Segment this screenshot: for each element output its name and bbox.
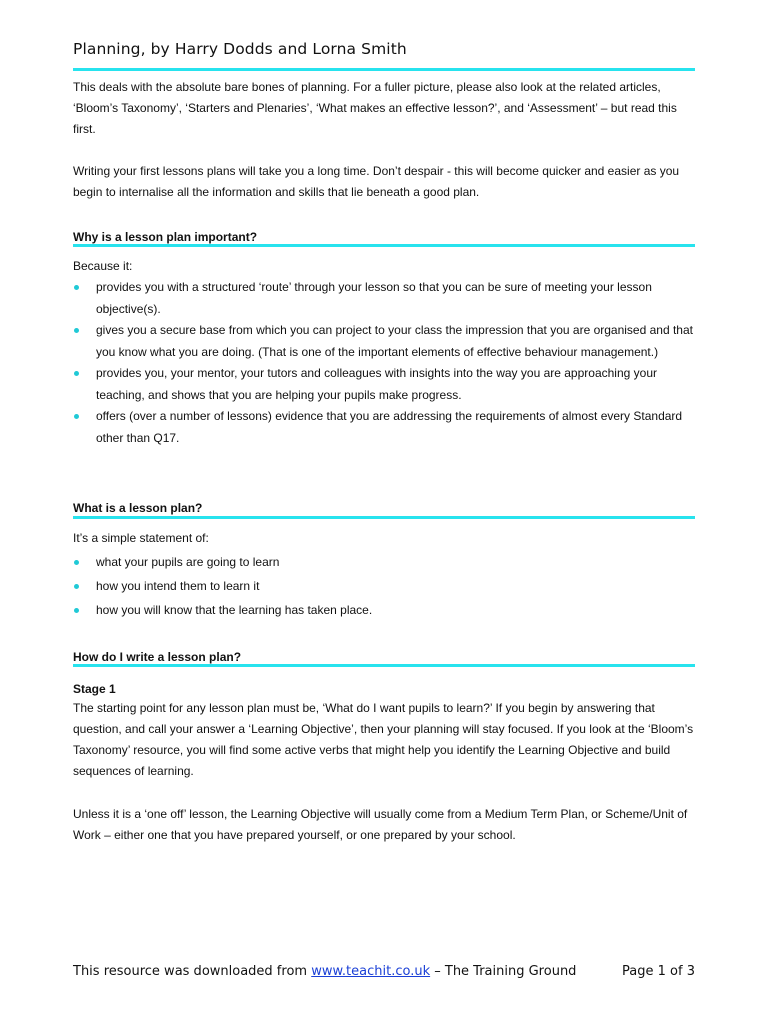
page-number: Page 1 of 3 <box>622 964 695 979</box>
bullet-icon <box>74 608 79 613</box>
section-heading-what: What is a lesson plan? <box>73 501 203 515</box>
bullet-icon <box>74 560 79 565</box>
intro-paragraph-1: This deals with the absolute bare bones of planning. For a fuller picture, please also look at the related articles, ‘Bloom’s Taxonomy’, ‘Starters and Plenaries’, ‘What makes an effective lesson?’, and ‘Assessment’ – but read this first. <box>73 80 677 136</box>
section-rule-what <box>73 516 695 519</box>
bullet-icon <box>74 414 79 419</box>
section-heading-why: Why is a lesson plan important? <box>73 230 258 244</box>
list-item <box>73 320 695 363</box>
list-item-text: offers (over a number of lessons) evidence that you are addressing the requirements of almost every Standard other than Q17. <box>96 409 683 445</box>
list-item <box>73 574 695 598</box>
title-rule <box>73 68 695 71</box>
stage-paragraph-1: The starting point for any lesson plan must be, ‘What do I want pupils to learn?’ If you begin by answering that question, and call your answer a ‘Learning Objective’, then your planning will stay focused. If you look at the ‘Bloom’s Taxonomy’ resource, you will find some active verbs that might help you identify the Learning Objective and build sequences of learning. <box>73 701 694 778</box>
page-title: Planning, by Harry Dodds and Lorna Smith <box>73 40 407 58</box>
stage-label: Stage 1 <box>73 682 116 696</box>
bullet-icon <box>74 328 79 333</box>
section-heading-how: How do I write a lesson plan? <box>73 650 242 664</box>
bullet-icon <box>74 371 79 376</box>
section-lead-what: It’s a simple statement of: <box>73 531 209 545</box>
list-item <box>73 598 695 622</box>
section-rule-why <box>73 244 695 247</box>
bullet-list-what <box>73 550 695 622</box>
list-item-text: provides you, your mentor, your tutors and colleagues with insights into the way you are approaching your teaching, and shows that you are helping your pupils make progress. <box>96 366 657 402</box>
list-item <box>73 550 695 574</box>
page-footer <box>73 964 695 979</box>
list-item-text: provides you with a structured ‘route’ through your lesson so that you can be sure of meeting your lesson objective(s). <box>96 280 652 316</box>
bullet-icon <box>74 584 79 589</box>
list-item <box>73 406 695 449</box>
bullet-list-why <box>73 277 695 449</box>
list-item <box>73 277 695 320</box>
list-item-text: what your pupils are going to learn <box>96 555 280 569</box>
list-item-text: gives you a secure base from which you can project to your class the impression that you are organised and that you know what you are doing. (That is one of the important elements of effective behaviour management.) <box>96 323 693 359</box>
list-item-text: how you intend them to learn it <box>96 579 260 593</box>
intro-paragraph-2: Writing your first lessons plans will take you a long time. Don’t despair - this will become quicker and easier as you begin to internalise all the information and skills that lie beneath a good plan. <box>73 164 680 199</box>
list-item <box>73 363 695 406</box>
section-lead-why: Because it: <box>73 259 133 273</box>
footer-prefix: This resource was downloaded from <box>73 964 312 979</box>
bullet-icon <box>74 285 79 290</box>
footer-link[interactable]: www.teachit.co.uk <box>311 964 431 979</box>
section-rule-how <box>73 664 695 667</box>
footer-suffix: – The Training Ground <box>430 964 577 979</box>
list-item-text: how you will know that the learning has taken place. <box>96 603 373 617</box>
stage-paragraph-2: Unless it is a ‘one off’ lesson, the Learning Objective will usually come from a Medium Term Plan, or Scheme/Unit of Work – either one that you have prepared yourself, or one prepared by your school. <box>73 807 688 842</box>
